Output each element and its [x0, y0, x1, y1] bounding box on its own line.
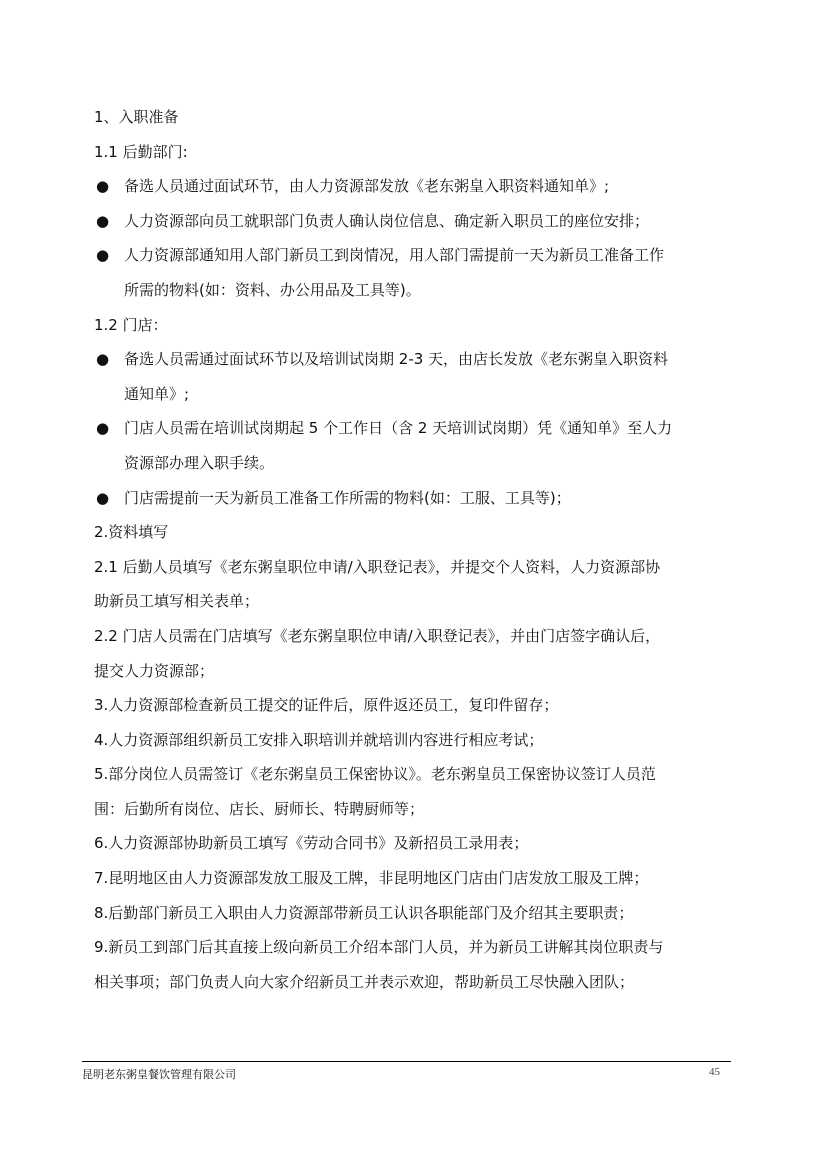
bullet-continuation	[94, 377, 734, 412]
text-line	[94, 757, 734, 792]
bullet-continuation	[94, 273, 734, 308]
text-line	[94, 792, 734, 827]
text-line	[94, 135, 734, 170]
line-text: 门店需提前一天为新员工准备工作所需的物料(如：工服、工具等)；	[124, 488, 571, 507]
text-line	[94, 861, 734, 896]
line-text: 8.后勤部门新员工入职由人力资源部带新员工认识各职能部门及介绍其主要职责；	[94, 903, 634, 922]
line-text: 1、入职准备	[94, 108, 179, 126]
line-text: 备选人员需通过面试环节以及培训试岗期 2-3 天，由店长发放《老东粥皇入职资料	[124, 350, 669, 369]
line-text: 2.2 门店人员需在门店填写《老东粥皇职位申请/入职登记表》，并由门店签字确认后，	[94, 626, 661, 645]
line-text: 2.资料填写	[94, 523, 169, 542]
line-text: 门店人员需在培训试岗期起 5 个工作日（含 2 天培训试岗期）凭《通知单》至人力	[124, 419, 673, 438]
text-line	[94, 688, 734, 723]
text-line	[94, 619, 734, 654]
line-text: 1.2 门店：	[94, 315, 168, 334]
bullet-dot: ●	[96, 211, 110, 230]
bullet-dot: ●	[96, 350, 110, 369]
bullet-item	[94, 169, 734, 204]
bullet-dot: ●	[96, 419, 110, 438]
text-line	[94, 515, 734, 550]
line-text: 人力资源部通知用人部门新员工到岗情况，用人部门需提前一天为新员工准备工作	[124, 246, 665, 265]
text-line	[94, 584, 734, 619]
page-number: 45	[709, 1066, 720, 1078]
line-text: 4.人力资源部组织新员工安排入职培训并就培训内容进行相应考试；	[94, 730, 544, 749]
bullet-item	[94, 481, 734, 516]
line-text: 6.人力资源部协助新员工填写《劳动合同书》及新招员工录用表；	[94, 834, 529, 853]
bullet-dot: ●	[96, 246, 110, 265]
line-text: 3.人力资源部检查新员工提交的证件后，原件返还员工，复印件留存；	[94, 696, 559, 715]
line-text: 资源部办理入职手续。	[124, 453, 275, 472]
bullet-continuation	[94, 446, 734, 481]
bullet-item	[94, 342, 734, 377]
text-line	[94, 965, 734, 1000]
line-text: 相关事项；部门负责人向大家介绍新员工并表示欢迎，帮助新员工尽快融入团队；	[94, 972, 635, 991]
bullet-item	[94, 238, 734, 273]
line-text: 人力资源部向员工就职部门负责人确认岗位信息、确定新入职员工的座位安排；	[124, 211, 650, 230]
bullet-dot: ●	[96, 177, 110, 196]
bullet-item	[94, 204, 734, 239]
bullet-dot: ●	[96, 488, 110, 507]
text-line	[94, 654, 734, 689]
text-line	[94, 930, 734, 965]
bullet-item	[94, 411, 734, 446]
line-text: 提交人力资源部；	[94, 661, 215, 680]
footer-divider	[82, 1061, 731, 1062]
text-line	[94, 826, 734, 861]
text-line	[94, 723, 734, 758]
text-line	[94, 308, 734, 343]
text-line	[94, 896, 734, 931]
text-line	[94, 550, 734, 585]
line-text: 2.1 后勤人员填写《老东粥皇职位申请/入职登记表》，并提交个人资料，人力资源部协	[94, 557, 661, 576]
line-text: 9.新员工到部门后其直接上级向新员工介绍本部门人员，并为新员工讲解其岗位职责与	[94, 938, 664, 957]
line-text: 1.1 后勤部门:	[94, 142, 188, 161]
line-text: 助新员工填写相关表单；	[94, 592, 260, 611]
line-text: 通知单》;	[124, 384, 190, 403]
line-text: 备选人员通过面试环节，由人力资源部发放《老东粥皇入职资料通知单》;	[124, 177, 610, 196]
line-text: 7.昆明地区由人力资源部发放工服及工牌，非昆明地区门店由门店发放工服及工牌；	[94, 869, 649, 888]
text-line	[94, 100, 734, 135]
line-text: 所需的物料(如：资料、办公用品及工具等)。	[124, 280, 421, 299]
footer-company: 昆明老东粥皇餐饮管理有限公司	[82, 1068, 236, 1081]
line-text: 围：后勤所有岗位、店长、厨师长、特聘厨师等；	[94, 799, 425, 818]
line-text: 5.部分岗位人员需签订《老东粥皇员工保密协议》。老东粥皇员工保密协议签订人员范	[94, 765, 656, 784]
document-body	[94, 100, 734, 999]
